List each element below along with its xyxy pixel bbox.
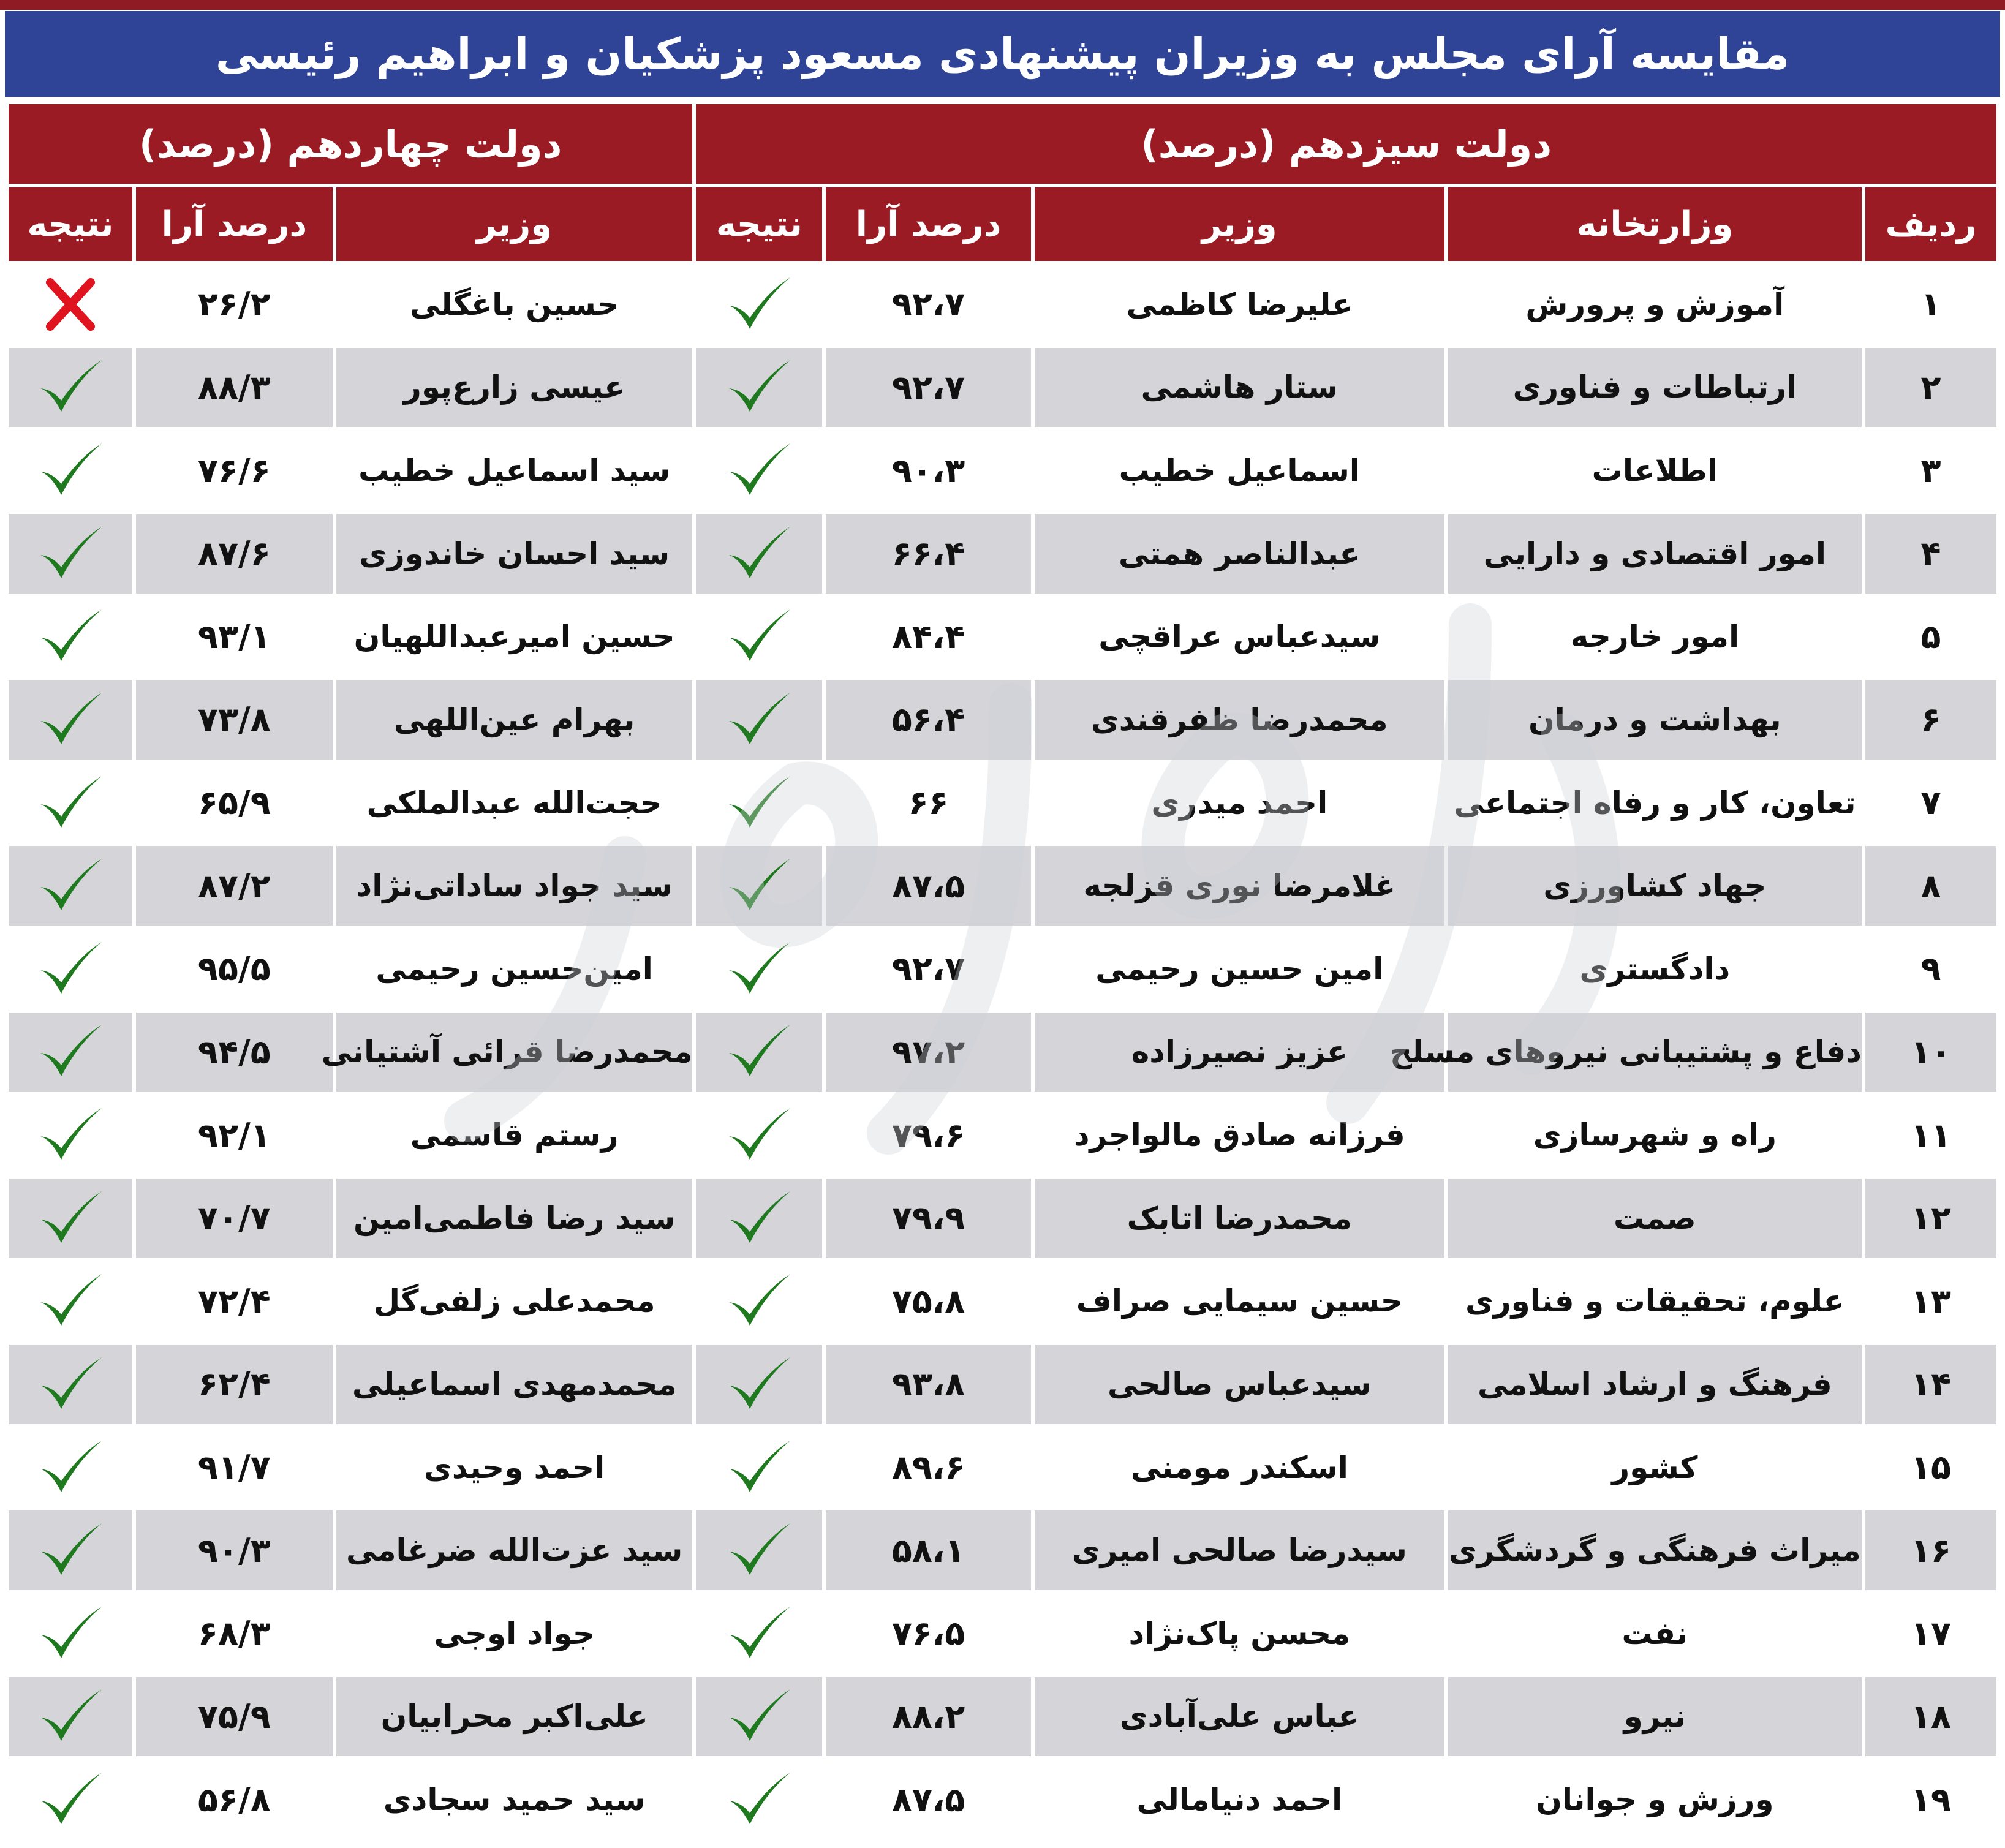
- row-number: ۲: [1865, 348, 1996, 428]
- check-icon: [37, 523, 104, 584]
- vote14-cell: ۷۳/۸: [136, 680, 333, 760]
- minister13-cell: احمد دنیامالی: [1035, 1760, 1444, 1839]
- table-body: [9, 265, 1996, 1839]
- minister14-cell: سید اسماعیل خطیب: [336, 431, 693, 510]
- result13-cell: [696, 763, 822, 843]
- result13-cell: [696, 597, 822, 677]
- check-icon: [37, 1104, 104, 1166]
- vote13-cell: ۸۹،۶: [826, 1428, 1030, 1507]
- result14-cell: [9, 1345, 132, 1424]
- minister13-cell: ستار هاشمی: [1035, 348, 1444, 428]
- vote14-cell: ۷۶/۶: [136, 431, 333, 510]
- ministry-cell: علوم، تحقیقات و فناوری: [1448, 1262, 1862, 1341]
- check-icon: [37, 356, 104, 418]
- check-icon: [37, 1354, 104, 1415]
- check-icon: [725, 855, 793, 916]
- table-row: [9, 514, 1996, 594]
- row-number: ۱۴: [1865, 1345, 1996, 1424]
- vote13-cell: ۵۸،۱: [826, 1510, 1030, 1590]
- minister14-cell: حسین باغگلی: [336, 265, 693, 344]
- column-header-ministry: وزارتخانه: [1448, 187, 1862, 261]
- result13-cell: [696, 929, 822, 1009]
- vote14-cell: ۲۶/۲: [136, 265, 333, 344]
- minister14-cell: محمدعلی زلفی‌گل: [336, 1262, 693, 1341]
- row-number: ۱۷: [1865, 1594, 1996, 1673]
- minister13-cell: سیدعباس صالحی: [1035, 1345, 1444, 1424]
- vote14-cell: ۷۵/۹: [136, 1677, 333, 1757]
- vote13-cell: ۸۴،۴: [826, 597, 1030, 677]
- result13-cell: [696, 1095, 822, 1175]
- result14-cell: [9, 1428, 132, 1507]
- vote14-cell: ۷۲/۴: [136, 1262, 333, 1341]
- ministry-cell: کشور: [1448, 1428, 1862, 1507]
- row-number: ۴: [1865, 514, 1996, 594]
- vote14-cell: ۶۵/۹: [136, 763, 333, 843]
- minister14-cell: سید جواد ساداتی‌نژاد: [336, 846, 693, 926]
- result14-cell: [9, 1179, 132, 1258]
- row-number: ۱۳: [1865, 1262, 1996, 1341]
- table-row: [9, 597, 1996, 677]
- group-header-gov13: دولت سیزدهم (درصد): [696, 104, 1996, 184]
- ministry-cell: جهاد کشاورزی: [1448, 846, 1862, 926]
- check-icon: [725, 1603, 793, 1664]
- row-number: ۵: [1865, 597, 1996, 677]
- vote13-cell: ۹۰،۳: [826, 431, 1030, 510]
- result14-cell: [9, 265, 132, 344]
- minister14-cell: احمد وحیدی: [336, 1428, 693, 1507]
- table-row: [9, 1179, 1996, 1258]
- check-icon: [725, 772, 793, 834]
- result14-cell: [9, 680, 132, 760]
- table-row: [9, 1677, 1996, 1757]
- cross-icon: [37, 274, 104, 335]
- minister13-cell: اسکندر مومنی: [1035, 1428, 1444, 1507]
- table-row: [9, 1345, 1996, 1424]
- result14-cell: [9, 763, 132, 843]
- ministry-cell: نیرو: [1448, 1677, 1862, 1757]
- result13-cell: [696, 1510, 822, 1590]
- check-icon: [725, 523, 793, 584]
- minister14-cell: بهرام عین‌اللهی: [336, 680, 693, 760]
- check-icon: [725, 1769, 793, 1830]
- check-icon: [725, 1354, 793, 1415]
- column-header-vote14: درصد آرا: [136, 187, 333, 261]
- table-row: [9, 1760, 1996, 1839]
- check-icon: [37, 772, 104, 834]
- minister14-cell: جواد اوجی: [336, 1594, 693, 1673]
- table-row: [9, 265, 1996, 344]
- vote13-cell: ۷۶،۵: [826, 1594, 1030, 1673]
- table-row: [9, 431, 1996, 510]
- vote13-cell: ۷۹،۹: [826, 1179, 1030, 1258]
- row-number: ۱۹: [1865, 1760, 1996, 1839]
- column-header-minister14: وزیر: [336, 187, 693, 261]
- minister13-cell: حسین سیمایی صراف: [1035, 1262, 1444, 1341]
- check-icon: [37, 938, 104, 1000]
- ministry-cell: بهداشت و درمان: [1448, 680, 1862, 760]
- ministry-cell: دادگستری: [1448, 929, 1862, 1009]
- vote14-cell: ۵۶/۸: [136, 1760, 333, 1839]
- minister14-cell: امین‌حسین رحیمی: [336, 929, 693, 1009]
- row-number: ۸: [1865, 846, 1996, 926]
- result14-cell: [9, 514, 132, 594]
- vote13-cell: ۸۸،۲: [826, 1677, 1030, 1757]
- row-number: ۱۰: [1865, 1013, 1996, 1092]
- minister13-cell: فرزانه صادق مالواجرد: [1035, 1095, 1444, 1175]
- result13-cell: [696, 1179, 822, 1258]
- row-number: ۳: [1865, 431, 1996, 510]
- row-number: ۱: [1865, 265, 1996, 344]
- vote13-cell: ۸۷،۵: [826, 1760, 1030, 1839]
- minister13-cell: علیرضا کاظمی: [1035, 265, 1444, 344]
- minister13-cell: عبدالناصر همتی: [1035, 514, 1444, 594]
- vote13-cell: ۷۹،۶: [826, 1095, 1030, 1175]
- vote14-cell: ۹۱/۷: [136, 1428, 333, 1507]
- result14-cell: [9, 1760, 132, 1839]
- minister13-cell: اسماعیل خطیب: [1035, 431, 1444, 510]
- result14-cell: [9, 1013, 132, 1092]
- check-icon: [725, 1188, 793, 1249]
- check-icon: [37, 1603, 104, 1664]
- table-row: [9, 1428, 1996, 1507]
- vote13-cell: ۶۶،۴: [826, 514, 1030, 594]
- result14-cell: [9, 1677, 132, 1757]
- ministry-cell: تعاون، کار و رفاه اجتماعی: [1448, 763, 1862, 843]
- check-icon: [725, 1686, 793, 1747]
- check-icon: [37, 1520, 104, 1581]
- result13-cell: [696, 680, 822, 760]
- minister14-cell: حجت‌الله عبدالملکی: [336, 763, 693, 843]
- column-header-result13: نتیجه: [696, 187, 822, 261]
- result13-cell: [696, 348, 822, 428]
- minister13-cell: سیدعباس عراقچی: [1035, 597, 1444, 677]
- check-icon: [725, 440, 793, 501]
- table-row: [9, 1262, 1996, 1341]
- vote13-cell: ۹۷،۲: [826, 1013, 1030, 1092]
- result14-cell: [9, 597, 132, 677]
- row-number: ۱۶: [1865, 1510, 1996, 1590]
- vote13-cell: ۹۲،۷: [826, 929, 1030, 1009]
- row-number: ۷: [1865, 763, 1996, 843]
- table-row: [9, 348, 1996, 428]
- minister14-cell: عیسی زارع‌پور: [336, 348, 693, 428]
- ministry-cell: ورزش و جوانان: [1448, 1760, 1862, 1839]
- minister14-cell: حسین امیرعبداللهیان: [336, 597, 693, 677]
- check-icon: [37, 440, 104, 501]
- column-header-row: ردیف: [1865, 187, 1996, 261]
- vote14-cell: ۷۰/۷: [136, 1179, 333, 1258]
- column-header-result14: نتیجه: [9, 187, 132, 261]
- table-row: [9, 1594, 1996, 1673]
- result13-cell: [696, 1677, 822, 1757]
- minister13-cell: احمد میدری: [1035, 763, 1444, 843]
- ministry-cell: ارتباطات و فناوری: [1448, 348, 1862, 428]
- result14-cell: [9, 431, 132, 510]
- minister13-cell: محسن پاک‌نژاد: [1035, 1594, 1444, 1673]
- ministry-cell: دفاع و پشتیبانی نیروهای مسلح: [1448, 1013, 1862, 1092]
- ministry-cell: راه و شهرسازی: [1448, 1095, 1862, 1175]
- table-row: [9, 1510, 1996, 1590]
- vote13-cell: ۵۶،۴: [826, 680, 1030, 760]
- row-number: ۱۵: [1865, 1428, 1996, 1507]
- row-number: ۶: [1865, 680, 1996, 760]
- result13-cell: [696, 431, 822, 510]
- check-icon: [725, 1021, 793, 1082]
- result14-cell: [9, 1262, 132, 1341]
- result14-cell: [9, 1594, 132, 1673]
- table-row: [9, 846, 1996, 926]
- vote14-cell: ۹۳/۱: [136, 597, 333, 677]
- check-icon: [725, 1437, 793, 1498]
- ministry-cell: آموزش و پرورش: [1448, 265, 1862, 344]
- vote14-cell: ۹۰/۳: [136, 1510, 333, 1590]
- vote13-cell: ۷۵،۸: [826, 1262, 1030, 1341]
- result14-cell: [9, 1095, 132, 1175]
- check-icon: [725, 1270, 793, 1332]
- vote14-cell: ۶۸/۳: [136, 1594, 333, 1673]
- table-row: [9, 763, 1996, 843]
- minister14-cell: محمدرضا قرائی آشتیانی: [336, 1013, 693, 1092]
- ministry-cell: امور خارجه: [1448, 597, 1862, 677]
- minister14-cell: سید عزت‌الله ضرغامی: [336, 1510, 693, 1590]
- vote13-cell: ۹۲،۷: [826, 265, 1030, 344]
- result13-cell: [696, 1594, 822, 1673]
- ministry-cell: نفت: [1448, 1594, 1862, 1673]
- check-icon: [37, 1686, 104, 1747]
- result14-cell: [9, 846, 132, 926]
- minister13-cell: امین حسین رحیمی: [1035, 929, 1444, 1009]
- result13-cell: [696, 846, 822, 926]
- minister14-cell: سید احسان خاندوزی: [336, 514, 693, 594]
- vote14-cell: ۶۲/۴: [136, 1345, 333, 1424]
- row-number: ۱۲: [1865, 1179, 1996, 1258]
- minister14-cell: رستم قاسمی: [336, 1095, 693, 1175]
- top-accent-line: [0, 0, 2005, 10]
- group-header-gov14: دولت چهاردهم (درصد): [9, 104, 692, 184]
- column-header-vote13: درصد آرا: [826, 187, 1030, 261]
- ministry-cell: اطلاعات: [1448, 431, 1862, 510]
- table-row: [9, 1013, 1996, 1092]
- page-title: مقایسه آرای مجلس به وزیران پیشنهادی مسعود پزشکیان و ابراهیم رئیسی: [5, 11, 2000, 100]
- check-icon: [37, 689, 104, 750]
- minister13-cell: عزیز نصیرزاده: [1035, 1013, 1444, 1092]
- check-icon: [37, 1270, 104, 1332]
- ministry-cell: فرهنگ و ارشاد اسلامی: [1448, 1345, 1862, 1424]
- vote13-cell: ۹۳،۸: [826, 1345, 1030, 1424]
- minister14-cell: سید حمید سجادی: [336, 1760, 693, 1839]
- check-icon: [37, 1021, 104, 1082]
- minister13-cell: سیدرضا صالحی امیری: [1035, 1510, 1444, 1590]
- ministry-cell: میراث فرهنگی و گردشگری: [1448, 1510, 1862, 1590]
- check-icon: [37, 606, 104, 667]
- table-row: [9, 680, 1996, 760]
- check-icon: [37, 1437, 104, 1498]
- table-row: [9, 1095, 1996, 1175]
- result13-cell: [696, 1345, 822, 1424]
- vote13-cell: ۶۶: [826, 763, 1030, 843]
- check-icon: [37, 1188, 104, 1249]
- ministry-cell: صمت: [1448, 1179, 1862, 1258]
- row-number: ۱۱: [1865, 1095, 1996, 1175]
- result13-cell: [696, 1428, 822, 1507]
- check-icon: [725, 356, 793, 418]
- minister13-cell: عباس علی‌آبادی: [1035, 1677, 1444, 1757]
- check-icon: [725, 1520, 793, 1581]
- vote14-cell: ۹۴/۵: [136, 1013, 333, 1092]
- result14-cell: [9, 929, 132, 1009]
- result14-cell: [9, 348, 132, 428]
- vote14-cell: ۸۸/۳: [136, 348, 333, 428]
- minister13-cell: محمدرضا ظفرقندی: [1035, 680, 1444, 760]
- vote13-cell: ۸۷،۵: [826, 846, 1030, 926]
- minister13-cell: محمدرضا اتابک: [1035, 1179, 1444, 1258]
- column-header-minister13: وزیر: [1035, 187, 1444, 261]
- check-icon: [725, 606, 793, 667]
- vote14-cell: ۸۷/۶: [136, 514, 333, 594]
- vote14-cell: ۹۵/۵: [136, 929, 333, 1009]
- result13-cell: [696, 1262, 822, 1341]
- result13-cell: [696, 1013, 822, 1092]
- check-icon: [725, 938, 793, 1000]
- vote14-cell: ۸۷/۲: [136, 846, 333, 926]
- minister13-cell: غلامرضا نوری قزلجه: [1035, 846, 1444, 926]
- result13-cell: [696, 265, 822, 344]
- minister14-cell: محمدمهدی اسماعیلی: [336, 1345, 693, 1424]
- check-icon: [725, 274, 793, 335]
- check-icon: [37, 855, 104, 916]
- result14-cell: [9, 1510, 132, 1590]
- table-row: [9, 929, 1996, 1009]
- minister14-cell: علی‌اکبر محرابیان: [336, 1677, 693, 1757]
- result13-cell: [696, 514, 822, 594]
- vote13-cell: ۹۲،۷: [826, 348, 1030, 428]
- votes-table: [5, 100, 2000, 1843]
- check-icon: [725, 689, 793, 750]
- ministry-cell: امور اقتصادی و دارایی: [1448, 514, 1862, 594]
- check-icon: [725, 1104, 793, 1166]
- check-icon: [37, 1769, 104, 1830]
- result13-cell: [696, 1760, 822, 1839]
- row-number: ۹: [1865, 929, 1996, 1009]
- minister14-cell: سید رضا فاطمی‌امین: [336, 1179, 693, 1258]
- vote14-cell: ۹۲/۱: [136, 1095, 333, 1175]
- row-number: ۱۸: [1865, 1677, 1996, 1757]
